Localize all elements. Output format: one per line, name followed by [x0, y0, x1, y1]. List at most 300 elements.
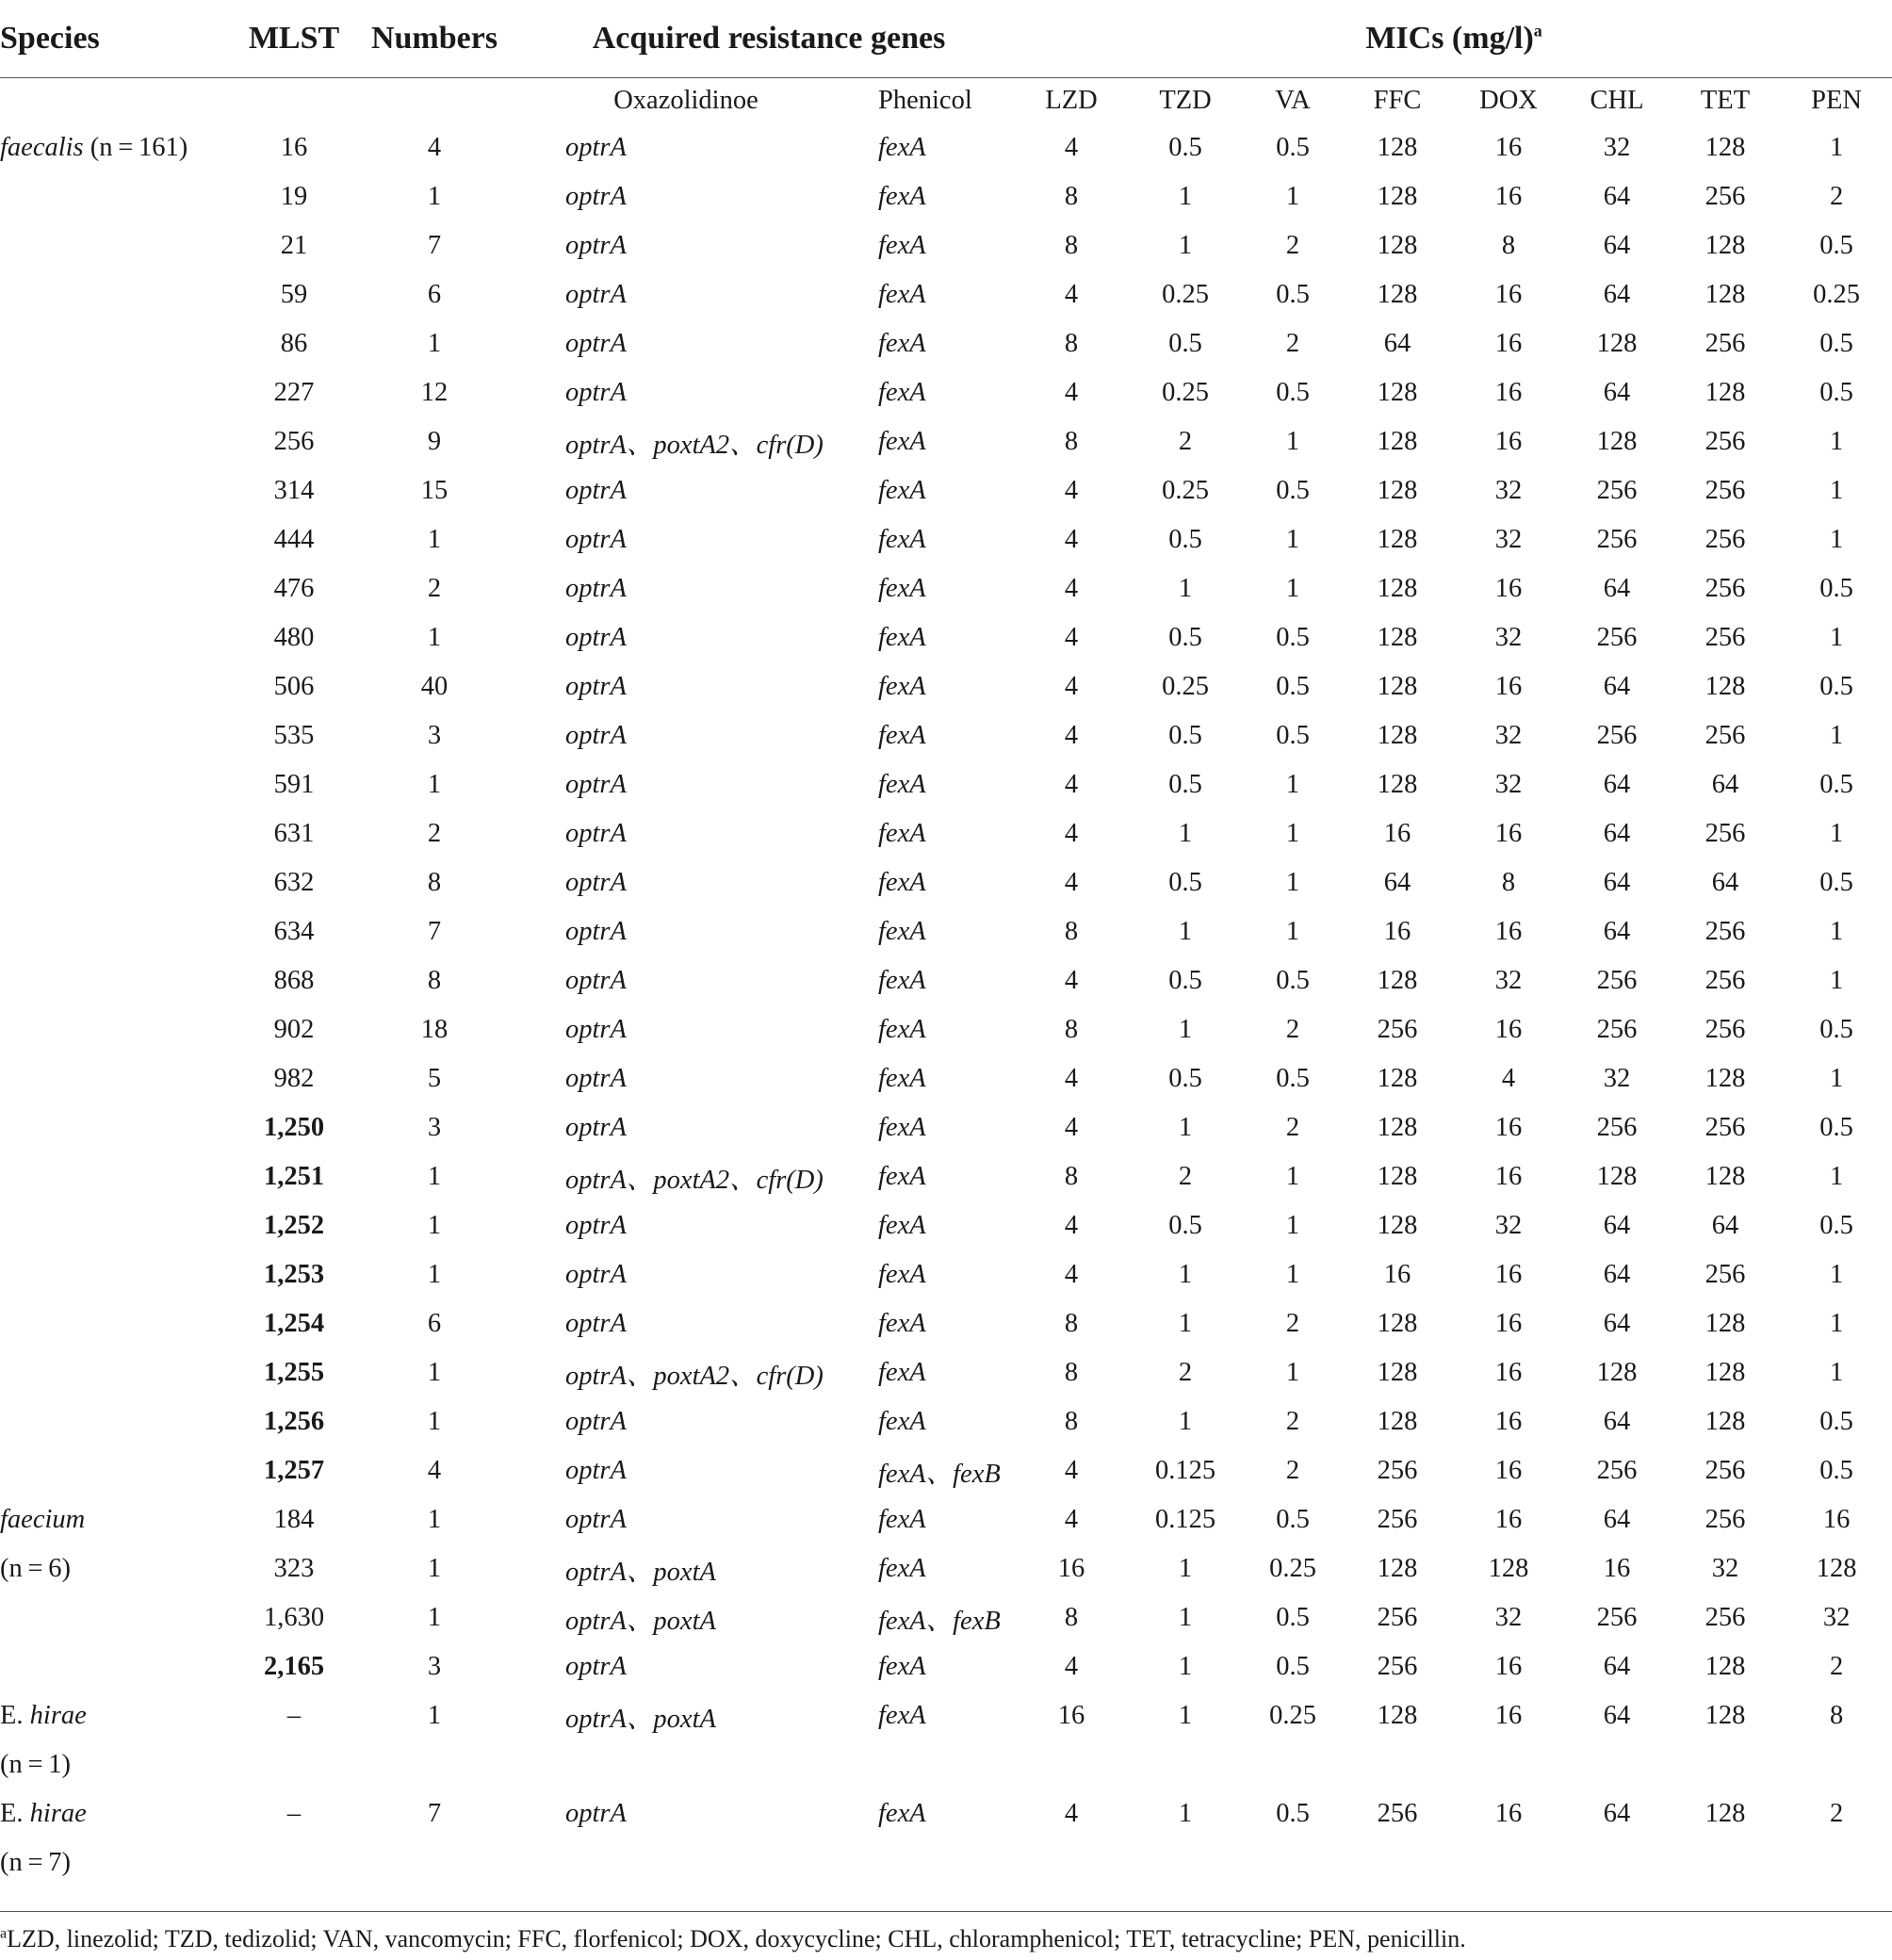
- cell-tzd: 0.25: [1162, 378, 1209, 407]
- cell-phenicol: [850, 1740, 1016, 1789]
- cell-tzd: 0.125: [1154, 1456, 1216, 1485]
- table-row: [0, 956, 1892, 1005]
- cell-tzd: 0.25: [1162, 476, 1209, 505]
- cell-ffc: 128: [1377, 1554, 1418, 1583]
- cell-species: [0, 858, 241, 907]
- cell-phenicol: fexA: [878, 1701, 926, 1730]
- cell-oxazolidinoe: optrA、poxtA: [565, 1606, 716, 1636]
- table-row: [0, 270, 1892, 319]
- cell-numbers: [347, 1838, 522, 1887]
- cell-va: 0.5: [1276, 1064, 1310, 1093]
- cell-species: E. hirae: [0, 1799, 87, 1828]
- cell-lzd: 4: [1064, 819, 1079, 848]
- cell-dox: 16: [1494, 1113, 1523, 1142]
- subheader-tzd: TZD: [1159, 86, 1212, 115]
- cell-tet: 64: [1711, 1211, 1739, 1240]
- cell-phenicol: fexA: [878, 1113, 926, 1142]
- cell-oxazolidinoe: optrA、poxtA2、cfr(D): [565, 1361, 824, 1391]
- cell-tzd: 1: [1178, 574, 1193, 603]
- cell-chl: 64: [1603, 378, 1631, 407]
- cell-species: [0, 1250, 241, 1299]
- cell-tzd: 0.5: [1168, 966, 1202, 995]
- cell-mlst: 2,165: [263, 1652, 325, 1681]
- cell-lzd: 8: [1064, 182, 1079, 211]
- cell-oxazolidinoe: [522, 1838, 850, 1887]
- cell-tet: [1670, 1838, 1781, 1887]
- cell-chl: 64: [1603, 868, 1631, 897]
- cell-lzd: 4: [1064, 623, 1079, 652]
- cell-pen: [1781, 1740, 1892, 1789]
- cell-oxazolidinoe: optrA: [565, 133, 627, 162]
- cell-lzd: 8: [1064, 1358, 1079, 1387]
- cell-species: [0, 221, 241, 270]
- cell-tet: [1670, 1740, 1781, 1789]
- cell-species: [0, 1348, 241, 1397]
- cell-tet: 128: [1704, 1701, 1746, 1730]
- table-row: [0, 760, 1892, 809]
- cell-mlst: 184: [273, 1505, 315, 1534]
- cell-tet: 128: [1704, 1162, 1746, 1191]
- cell-tet: 128: [1704, 1652, 1746, 1681]
- cell-tzd: 0.5: [1168, 329, 1202, 358]
- cell-chl: 256: [1596, 1456, 1638, 1485]
- table-row: [0, 907, 1892, 956]
- cell-tet: 256: [1704, 329, 1746, 358]
- cell-dox: 16: [1494, 917, 1523, 946]
- cell-lzd: 4: [1064, 574, 1079, 603]
- cell-va: 2: [1285, 1407, 1300, 1436]
- cell-numbers: 1: [427, 1260, 442, 1289]
- cell-numbers: 4: [427, 1456, 442, 1485]
- cell-phenicol: fexA: [878, 133, 926, 162]
- subheader-va: VA: [1275, 86, 1311, 115]
- cell-phenicol: fexA、fexB: [878, 1606, 1001, 1636]
- cell-species: [0, 319, 241, 368]
- cell-mlst: 632: [273, 868, 315, 897]
- table-row: [0, 1838, 1892, 1887]
- cell-dox: 16: [1494, 378, 1523, 407]
- cell-phenicol: fexA: [878, 1211, 926, 1240]
- cell-va: 2: [1285, 1015, 1300, 1044]
- cell-mlst: 21: [280, 231, 308, 260]
- cell-numbers: 7: [427, 1799, 442, 1828]
- cell-pen: 1: [1829, 917, 1844, 946]
- cell-dox: [1453, 1740, 1564, 1789]
- cell-chl: 256: [1596, 476, 1638, 505]
- cell-pen: 0.5: [1819, 868, 1853, 897]
- cell-phenicol: fexA: [878, 427, 926, 456]
- table-row: [0, 1103, 1892, 1152]
- cell-tet: 256: [1704, 1603, 1746, 1632]
- cell-pen: 8: [1829, 1701, 1844, 1730]
- table-row: [0, 1348, 1892, 1397]
- table-row: [0, 1250, 1892, 1299]
- cell-lzd: 4: [1064, 1505, 1079, 1534]
- cell-phenicol: fexA: [878, 378, 926, 407]
- cell-pen: 0.5: [1819, 1456, 1853, 1485]
- cell-tet: 256: [1704, 1113, 1746, 1142]
- cell-dox: 16: [1494, 1456, 1523, 1485]
- cell-numbers: 6: [427, 280, 442, 309]
- cell-pen: 0.5: [1819, 1015, 1853, 1044]
- cell-numbers: 18: [420, 1015, 449, 1044]
- table-row: [0, 1152, 1892, 1201]
- cell-mlst: 323: [273, 1554, 315, 1583]
- cell-phenicol: fexA: [878, 1799, 926, 1828]
- cell-species: [0, 809, 241, 858]
- cell-chl: 32: [1603, 133, 1631, 162]
- cell-ffc: 128: [1377, 1309, 1418, 1338]
- cell-va: 1: [1285, 182, 1300, 211]
- cell-species: [0, 172, 241, 221]
- cell-mlst: 314: [273, 476, 315, 505]
- cell-oxazolidinoe: optrA: [565, 917, 627, 946]
- cell-dox: 32: [1494, 476, 1523, 505]
- cell-numbers: 8: [427, 966, 442, 995]
- cell-mlst: 634: [273, 917, 315, 946]
- cell-dox: 16: [1494, 1652, 1523, 1681]
- cell-lzd: 4: [1064, 525, 1079, 554]
- cell-numbers: 2: [427, 819, 442, 848]
- cell-numbers: 2: [427, 574, 442, 603]
- cell-tet: 256: [1704, 623, 1746, 652]
- cell-ffc: 128: [1377, 182, 1418, 211]
- cell-pen: 0.5: [1819, 1407, 1853, 1436]
- cell-ffc: 256: [1377, 1799, 1418, 1828]
- cell-tet: 256: [1704, 427, 1746, 456]
- cell-dox: 16: [1494, 133, 1523, 162]
- cell-oxazolidinoe: optrA: [565, 1407, 627, 1436]
- cell-mlst: 1,257: [263, 1456, 325, 1485]
- cell-lzd: 4: [1064, 672, 1079, 701]
- table-row: [0, 1005, 1892, 1054]
- cell-lzd: 8: [1064, 1015, 1079, 1044]
- cell-chl: 128: [1596, 427, 1638, 456]
- cell-dox: 16: [1494, 182, 1523, 211]
- cell-va: 0.5: [1276, 623, 1310, 652]
- cell-ffc: 128: [1377, 427, 1418, 456]
- cell-mlst: 982: [273, 1064, 315, 1093]
- table-row: [0, 221, 1892, 270]
- cell-tzd: 1: [1178, 1701, 1193, 1730]
- cell-lzd: 4: [1064, 966, 1079, 995]
- table-row: [0, 858, 1892, 907]
- cell-chl: 256: [1596, 623, 1638, 652]
- cell-species: [0, 956, 241, 1005]
- cell-mlst: 86: [280, 329, 308, 358]
- cell-dox: 16: [1494, 1505, 1523, 1534]
- cell-pen: 0.5: [1819, 231, 1853, 260]
- cell-tzd: 0.25: [1162, 280, 1209, 309]
- cell-chl: 128: [1596, 1358, 1638, 1387]
- cell-chl: 64: [1603, 770, 1631, 799]
- cell-species: [0, 417, 241, 466]
- cell-numbers: [347, 1740, 522, 1789]
- cell-species: [0, 1446, 241, 1495]
- cell-chl: 256: [1596, 525, 1638, 554]
- cell-phenicol: fexA: [878, 1015, 926, 1044]
- table-row: [0, 1691, 1892, 1740]
- cell-oxazolidinoe: optrA: [565, 1260, 627, 1289]
- subheader-chl: CHL: [1590, 86, 1644, 115]
- cell-pen: [1781, 1838, 1892, 1887]
- cell-species: [0, 1152, 241, 1201]
- cell-ffc: 128: [1377, 1701, 1418, 1730]
- cell-lzd: 4: [1064, 770, 1079, 799]
- header-mics: MICs $(mg/l)^a$: [1365, 21, 1542, 56]
- subheader-ffc: FFC: [1373, 86, 1422, 115]
- cell-dox: 16: [1494, 280, 1523, 309]
- cell-phenicol: fexA: [878, 231, 926, 260]
- cell-tzd: 0.5: [1168, 721, 1202, 750]
- cell-dox: 16: [1494, 1162, 1523, 1191]
- cell-numbers: 6: [427, 1309, 442, 1338]
- cell-phenicol: fexA: [878, 1358, 926, 1387]
- cell-oxazolidinoe: optrA: [565, 525, 627, 554]
- cell-pen: 1: [1829, 623, 1844, 652]
- cell-tet: 128: [1704, 231, 1746, 260]
- cell-phenicol: fexA: [878, 525, 926, 554]
- cell-phenicol: fexA: [878, 1064, 926, 1093]
- cell-tzd: 0.5: [1168, 623, 1202, 652]
- header-mlst: MLST: [248, 21, 340, 56]
- cell-oxazolidinoe: [522, 1740, 850, 1789]
- table-row: [0, 1544, 1892, 1593]
- cell-phenicol: fexA: [878, 1554, 926, 1583]
- cell-dox: 128: [1488, 1554, 1529, 1583]
- cell-tzd: [1127, 1838, 1244, 1887]
- cell-chl: 64: [1603, 231, 1631, 260]
- cell-numbers: 40: [420, 672, 449, 701]
- cell-pen: 0.5: [1819, 1211, 1853, 1240]
- cell-tet: 256: [1704, 917, 1746, 946]
- cell-species: (n = 1): [0, 1750, 71, 1779]
- cell-tzd: 1: [1178, 1652, 1193, 1681]
- cell-va: 2: [1285, 1456, 1300, 1485]
- cell-phenicol: fexA: [878, 182, 926, 211]
- cell-ffc: 128: [1377, 1358, 1418, 1387]
- cell-lzd: [1016, 1740, 1127, 1789]
- cell-ffc: 128: [1377, 574, 1418, 603]
- cell-pen: 1: [1829, 525, 1844, 554]
- cell-tet: 128: [1704, 1799, 1746, 1828]
- cell-numbers: 7: [427, 917, 442, 946]
- cell-ffc: 128: [1377, 1407, 1418, 1436]
- cell-species: [0, 1397, 241, 1446]
- cell-oxazolidinoe: optrA: [565, 672, 627, 701]
- cell-phenicol: fexA: [878, 819, 926, 848]
- cell-lzd: 4: [1064, 1456, 1079, 1485]
- cell-oxazolidinoe: optrA: [565, 1015, 627, 1044]
- subheader-row: [0, 78, 1892, 124]
- cell-pen: 32: [1822, 1603, 1851, 1632]
- cell-va: 2: [1285, 231, 1300, 260]
- cell-chl: 64: [1603, 1652, 1631, 1681]
- cell-species: [0, 711, 241, 760]
- cell-oxazolidinoe: optrA: [565, 1064, 627, 1093]
- cell-numbers: 1: [427, 1603, 442, 1632]
- cell-mlst: 476: [273, 574, 315, 603]
- table-row: [0, 1054, 1892, 1103]
- cell-numbers: 1: [427, 1211, 442, 1240]
- cell-numbers: 1: [427, 770, 442, 799]
- cell-species: [0, 368, 241, 417]
- cell-lzd: 8: [1064, 329, 1079, 358]
- cell-mlst: 1,253: [263, 1260, 325, 1289]
- cell-tzd: 1: [1178, 819, 1193, 848]
- cell-tzd: 1: [1178, 182, 1193, 211]
- cell-pen: 16: [1822, 1505, 1851, 1534]
- cell-va: 2: [1285, 1309, 1300, 1338]
- header-genes: Acquired resistance genes: [592, 21, 946, 56]
- cell-pen: 0.5: [1819, 1113, 1853, 1142]
- cell-pen: 1: [1829, 966, 1844, 995]
- cell-numbers: 1: [427, 182, 442, 211]
- cell-ffc: 128: [1377, 1162, 1418, 1191]
- table-row: [0, 466, 1892, 515]
- cell-ffc: 128: [1377, 966, 1418, 995]
- cell-numbers: 1: [427, 525, 442, 554]
- cell-pen: 0.25: [1813, 280, 1860, 309]
- cell-oxazolidinoe: optrA: [565, 182, 627, 211]
- cell-dox: 16: [1494, 1015, 1523, 1044]
- cell-va: [1244, 1740, 1342, 1789]
- cell-mlst: 1,255: [263, 1358, 325, 1387]
- table-row: [0, 662, 1892, 711]
- cell-tzd: 0.5: [1168, 1064, 1202, 1093]
- cell-tet: 128: [1704, 280, 1746, 309]
- cell-dox: 4: [1501, 1064, 1516, 1093]
- cell-oxazolidinoe: optrA: [565, 1211, 627, 1240]
- cell-dox: 8: [1501, 868, 1516, 897]
- cell-chl: 64: [1603, 1211, 1631, 1240]
- cell-oxazolidinoe: optrA: [565, 329, 627, 358]
- cell-ffc: 128: [1377, 623, 1418, 652]
- cell-species: [0, 613, 241, 662]
- cell-chl: 64: [1603, 1309, 1631, 1338]
- cell-dox: 16: [1494, 574, 1523, 603]
- cell-tzd: 2: [1178, 427, 1193, 456]
- subheader-oxazolidinoe: Oxazolidinoe: [613, 86, 758, 115]
- cell-mlst: –: [286, 1799, 302, 1828]
- cell-va: 0.5: [1276, 1603, 1310, 1632]
- cell-tet: 256: [1704, 819, 1746, 848]
- table-row: [0, 417, 1892, 466]
- cell-ffc: 128: [1377, 378, 1418, 407]
- cell-pen: 1: [1829, 819, 1844, 848]
- cell-chl: 64: [1603, 1505, 1631, 1534]
- cell-dox: 16: [1494, 1799, 1523, 1828]
- cell-numbers: 1: [427, 1407, 442, 1436]
- cell-pen: 1: [1829, 721, 1844, 750]
- cell-lzd: 4: [1064, 1260, 1079, 1289]
- cell-tzd: 1: [1178, 1407, 1193, 1436]
- cell-lzd: 4: [1064, 868, 1079, 897]
- cell-tzd: [1127, 1740, 1244, 1789]
- cell-tet: 64: [1711, 868, 1739, 897]
- table-row: [0, 368, 1892, 417]
- cell-tzd: 1: [1178, 1113, 1193, 1142]
- table-row: [0, 1495, 1892, 1544]
- cell-ffc: 128: [1377, 1064, 1418, 1093]
- cell-species: (n = 7): [0, 1848, 71, 1877]
- cell-chl: 64: [1603, 182, 1631, 211]
- cell-mlst: [241, 1838, 347, 1887]
- cell-va: 0.5: [1276, 133, 1310, 162]
- cell-pen: 2: [1829, 182, 1844, 211]
- cell-tet: 256: [1704, 525, 1746, 554]
- cell-chl: 64: [1603, 672, 1631, 701]
- cell-tet: 256: [1704, 721, 1746, 750]
- cell-oxazolidinoe: optrA、poxtA2、cfr(D): [565, 1165, 824, 1195]
- cell-tzd: 1: [1178, 917, 1193, 946]
- cell-ffc: 128: [1377, 231, 1418, 260]
- subheader-pen: PEN: [1811, 86, 1862, 115]
- subheader-phenicol: Phenicol: [878, 86, 972, 115]
- cell-tet: 256: [1704, 574, 1746, 603]
- cell-species: [0, 1005, 241, 1054]
- cell-va: 1: [1285, 574, 1300, 603]
- cell-tet: 64: [1711, 770, 1739, 799]
- cell-species: [0, 1642, 241, 1691]
- cell-va: 0.5: [1276, 721, 1310, 750]
- cell-tet: 256: [1704, 476, 1746, 505]
- cell-tet: 128: [1704, 1407, 1746, 1436]
- cell-lzd: 8: [1064, 917, 1079, 946]
- cell-numbers: 3: [427, 1652, 442, 1681]
- cell-mlst: 59: [280, 280, 308, 309]
- cell-lzd: 4: [1064, 1799, 1079, 1828]
- cell-chl: 64: [1603, 1701, 1631, 1730]
- cell-va: 1: [1285, 1162, 1300, 1191]
- cell-phenicol: fexA、fexB: [878, 1459, 1001, 1489]
- cell-numbers: 1: [427, 1701, 442, 1730]
- cell-phenicol: fexA: [878, 1652, 926, 1681]
- cell-chl: [1564, 1740, 1670, 1789]
- table-row: [0, 1593, 1892, 1642]
- cell-tet: 128: [1704, 1358, 1746, 1387]
- cell-tzd: 1: [1178, 1015, 1193, 1044]
- cell-ffc: [1342, 1740, 1453, 1789]
- cell-ffc: 128: [1377, 280, 1418, 309]
- cell-species: (n = 6): [0, 1554, 71, 1583]
- table-row: [0, 809, 1892, 858]
- cell-tet: 128: [1704, 672, 1746, 701]
- cell-pen: 2: [1829, 1799, 1844, 1828]
- cell-va: 1: [1285, 917, 1300, 946]
- cell-tet: 32: [1711, 1554, 1739, 1583]
- cell-tzd: 1: [1178, 1603, 1193, 1632]
- cell-numbers: 7: [427, 231, 442, 260]
- cell-tet: 128: [1704, 1064, 1746, 1093]
- cell-dox: 16: [1494, 329, 1523, 358]
- cell-tzd: 1: [1178, 1799, 1193, 1828]
- cell-species: [0, 466, 241, 515]
- cell-numbers: 3: [427, 1113, 442, 1142]
- cell-tzd: 2: [1178, 1358, 1193, 1387]
- cell-phenicol: fexA: [878, 1505, 926, 1534]
- cell-mlst: 19: [280, 182, 308, 211]
- cell-mlst: 1,630: [263, 1603, 325, 1632]
- cell-tet: 128: [1704, 133, 1746, 162]
- cell-species: [0, 1299, 241, 1348]
- cell-lzd: 16: [1057, 1554, 1085, 1583]
- cell-va: 1: [1285, 1260, 1300, 1289]
- cell-tzd: 0.5: [1168, 868, 1202, 897]
- table-row: [0, 515, 1892, 564]
- cell-lzd: 8: [1064, 1407, 1079, 1436]
- cell-phenicol: fexA: [878, 672, 926, 701]
